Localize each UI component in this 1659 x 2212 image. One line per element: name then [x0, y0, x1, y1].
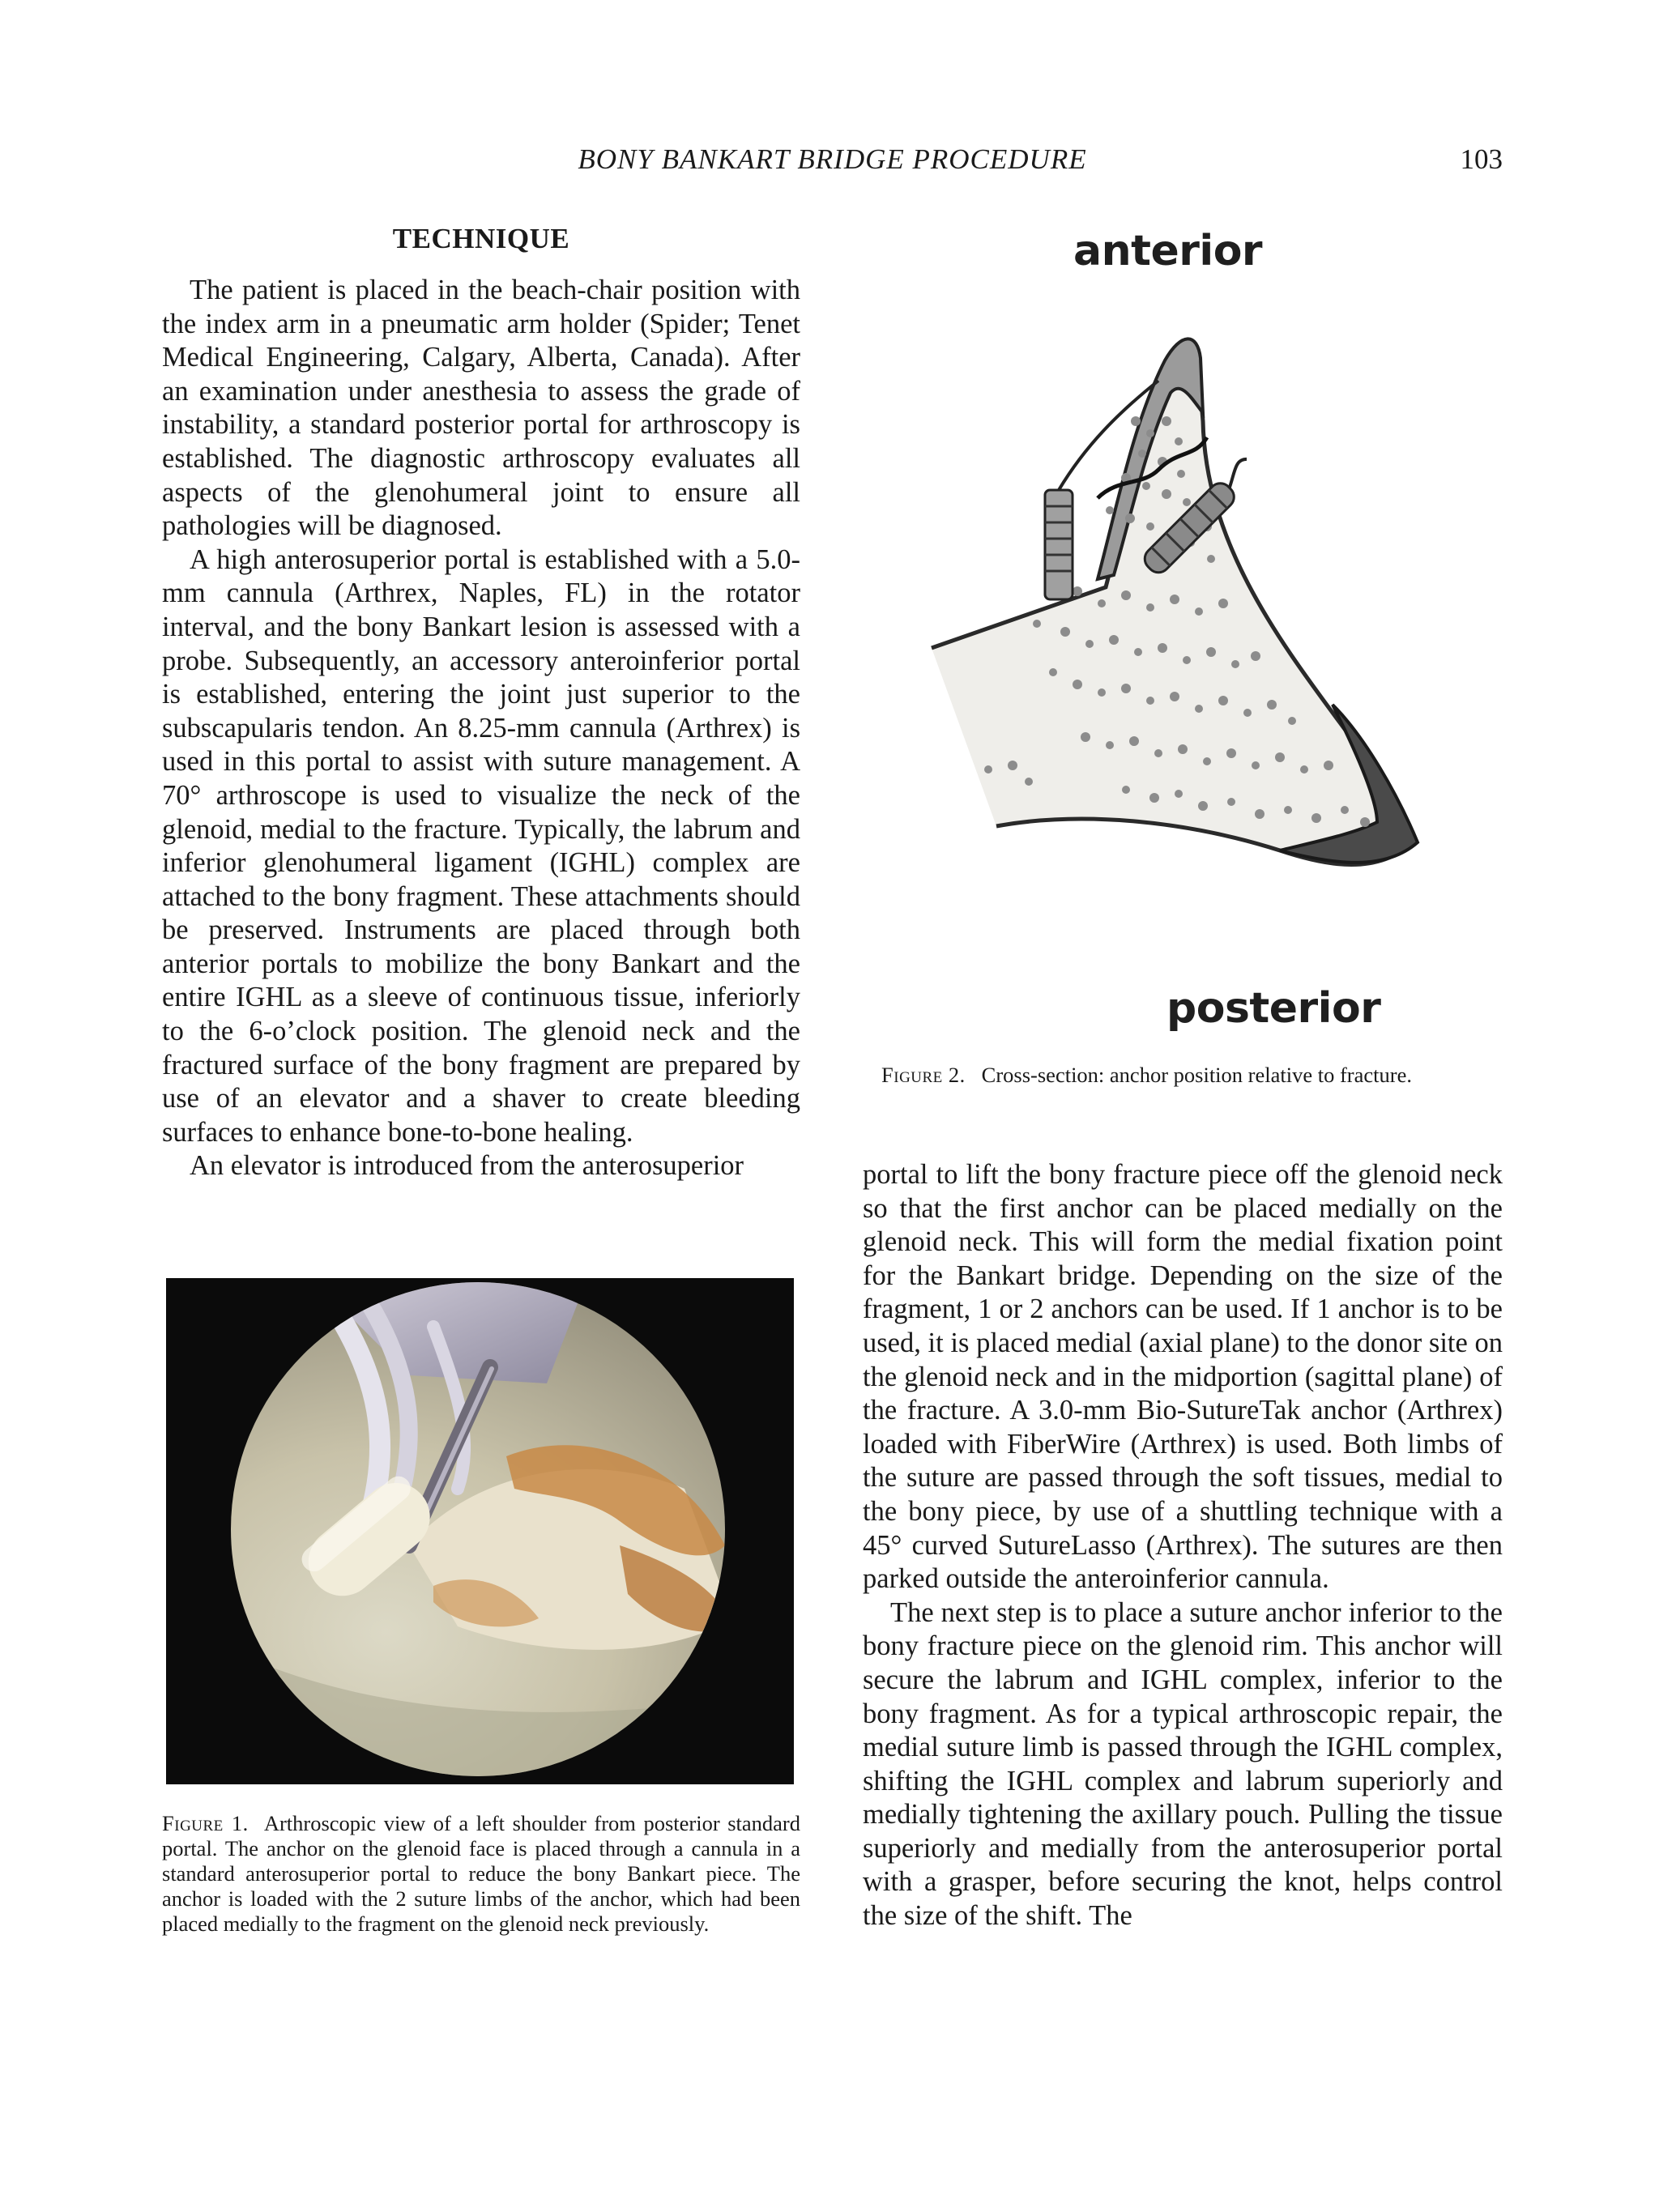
running-title: BONY BANKART BRIDGE PROCEDURE	[578, 143, 1087, 175]
paragraph: An elevator is introduced from the anterosuperior	[190, 1150, 744, 1182]
figure-1-caption-text: Arthroscopic view of a left shoulder from posterior standard portal. The anchor on the glenoid face is placed through a cannula in a standard anterosuperior portal to reduce the bony Bankart piece. The anchor is loaded with the 2 suture limbs of the anchor, which had been placed medially to the fragment on the glenoid neck previously.	[162, 1811, 800, 1936]
right-column	[863, 1158, 1503, 1933]
figure-2-caption	[881, 1063, 1497, 1088]
figure-2-caption-text: Cross-section: anchor position relative to fracture.	[981, 1063, 1412, 1087]
figure-1-label: Figure 1.	[162, 1811, 249, 1835]
figure-2-diagram	[923, 219, 1458, 1037]
left-column	[162, 219, 800, 1183]
paragraph: portal to lift the bony fracture piece off the glenoid neck so that the first anchor can be placed medially on the glenoid neck. This will form the medial fixation point for the Bankart bridge. Depending on the size of the fragment, 1 or 2 anchors can be used. If 1 anchor is to be used, it is placed medial (axial plane) to the donor site on the glenoid neck and in the midportion (sagittal plane) of the fracture. A 3.0-mm Bio-SutureTak anchor (Arthrex) loaded with FiberWire (Arthrex) is used. Both limbs of the suture are passed through the soft tissues, medial to the bony piece, by use of a shuttling technique with a 45° curved SutureLasso (Arthrex). The sutures are then parked outside the anteroinferior cannula.	[863, 1159, 1503, 1595]
posterior-label: posterior	[1166, 984, 1381, 1033]
paragraph: The patient is placed in the beach-chair position with the index arm in a pneumatic arm holder (Spider; Tenet Medical Engineering, Calgary, Alberta, Canada). After an examination under anesthesia to assess the grade of instability, a standard posterior portal for arthroscopy is established. The diagnostic arthroscopy evaluates all aspects of the glenohumeral joint to ensure all pathologies will be diagnosed.	[162, 275, 800, 542]
section-heading: TECHNIQUE	[392, 223, 570, 254]
running-head	[162, 139, 1503, 180]
paragraph: A high anterosuperior portal is established with a 5.0-mm cannula (Arthrex, Naples, FL) in the rotator interval, and the bony Bankart lesion is assessed with a probe. Subsequently, an accessory anteroinferior portal is established, entering the joint just superior to the subscapularis tendon. An 8.25-mm cannula (Arthrex) is used in this portal to assist with suture management. A 70° arthroscope is used to visualize the neck of the glenoid, medial to the fracture. Typically, the labrum and inferior glenohumeral ligament (IGHL) complex are attached to the bony fragment. These attachments should be preserved. Instruments are placed through both anterior portals to mobilize the bony Bankart and the entire IGHL as a sleeve of continuous tissue, inferiorly to the 6-o’clock position. The glenoid neck and the fractured surface of the bony fragment are prepared by use of an elevator and a shaver to create bleeding surfaces to enhance bone-to-bone healing.	[162, 543, 800, 1148]
figure-1-caption	[162, 1811, 800, 1937]
paragraph: The next step is to place a suture anchor inferior to the bony fracture piece on the glenoid rim. This anchor will secure the labrum and IGHL complex, inferior to the bony fragment. As for a typical arthroscopic repair, the medial suture limb is passed through the IGHL complex, shifting the IGHL complex and labrum superiorly and medially tightening the axillary pouch. Pulling the tissue superiorly and medially from the anterosuperior portal with a grasper, before securing the knot, helps control the size of the shift. The	[863, 1596, 1503, 1932]
anterior-label: anterior	[1073, 227, 1263, 275]
figure-1-arthroscopic-image	[166, 1278, 794, 1784]
figure-2-label: Figure 2.	[881, 1063, 966, 1087]
page-number: 103	[1460, 143, 1503, 175]
glenoid-cross-section	[923, 283, 1458, 988]
